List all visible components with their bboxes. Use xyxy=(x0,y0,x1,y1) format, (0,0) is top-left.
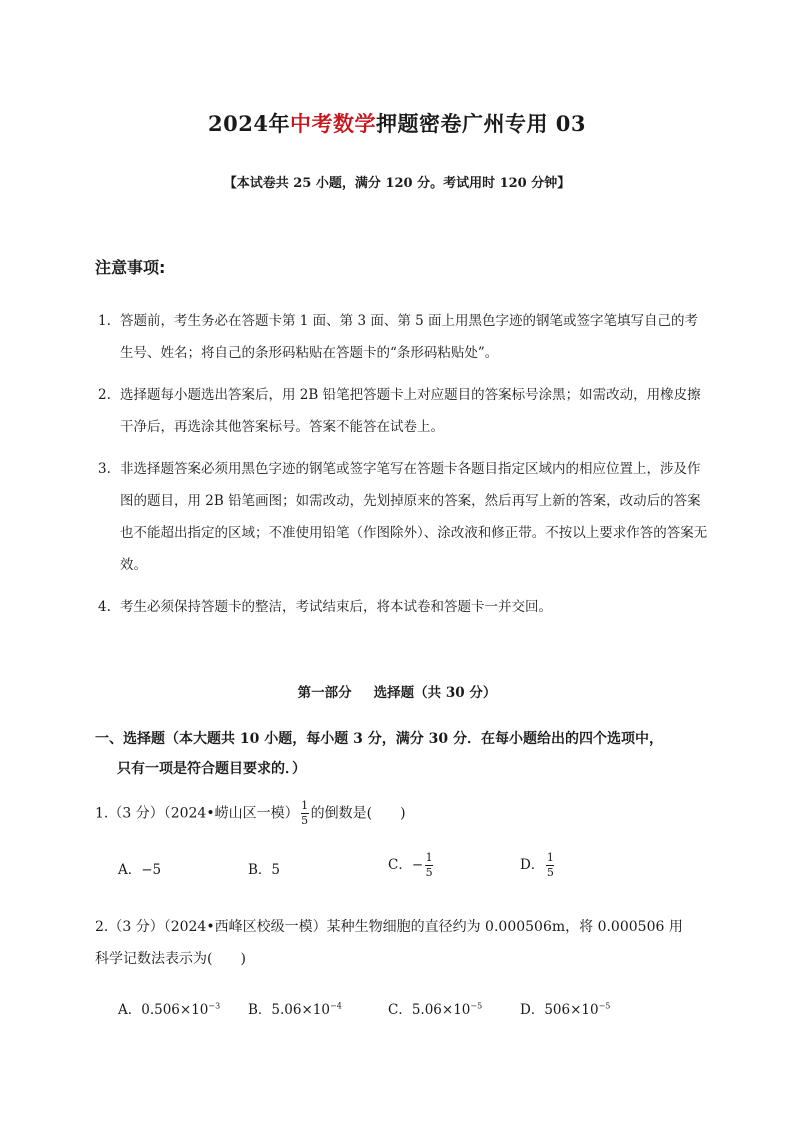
question-group-intro xyxy=(95,724,715,784)
option-c-exponent: −5 xyxy=(470,1001,483,1011)
question-1 xyxy=(95,800,406,827)
intro-line: 一、选择题（本大题共 10 小题，每小题 3 分，满分 30 分．在每小题给出的四个选项中， xyxy=(95,731,663,747)
notice-item-text: 非选择题答案必须用黑色字迹的钢笔或签字笔写在答题卡各题目指定区域内的相应位置上，涉及作图的题目，用 2B 铅笔画图；如需改动，先划掉原来的答案，然后再写上新的答案，改动后的答案也不能超出指定的区域；不准使用铅笔（作图除外）、涂改液和修正带。不按以上要求作答的答案无效。 xyxy=(120,461,708,573)
option-d[interactable] xyxy=(520,998,610,1018)
fraction xyxy=(301,800,309,827)
question-prefix: 1.（3 分）（2024•崂山区一模） xyxy=(95,805,299,822)
question-2 xyxy=(95,911,715,975)
option-d[interactable] xyxy=(520,852,556,879)
notice-item xyxy=(98,379,708,443)
notice-item xyxy=(98,453,708,581)
option-c-base: C．5.06×10 xyxy=(388,1002,471,1018)
exam-info: 【本试卷共 25 小题，满分 120 分。考试用时 120 分钟】 xyxy=(223,176,571,191)
title-rest: 押题密卷广州专用 03 xyxy=(375,111,586,136)
notice-item-text: 答题前，考生务必在答题卡第 1 面、第 3 面、第 5 面上用黑色字迹的钢笔或签字笔填写自己的考生号、姓名；将自己的条形码粘贴在答题卡的“条形码粘贴处”。 xyxy=(120,313,699,361)
option-c-label: C．− xyxy=(388,857,424,873)
notice-item-number: 1. xyxy=(98,313,111,329)
option-c[interactable] xyxy=(388,852,435,879)
fraction-numerator: 1 xyxy=(425,851,433,864)
option-a-base: A．0.506×10 xyxy=(118,1002,209,1018)
notice-item-text: 选择题每小题选出答案后，用 2B 铅笔把答题卡上对应题目的答案标号涂黑；如需改动，用橡皮擦干净后，再选涂其他答案标号。答案不能答在试卷上。 xyxy=(120,387,701,435)
fraction xyxy=(546,852,554,879)
notice-item-text: 考生必须保持答题卡的整洁，考试结束后，将本试卷和答题卡一并交回。 xyxy=(120,599,552,615)
notice-item xyxy=(98,305,708,369)
notice-heading: 注意事项: xyxy=(95,258,166,277)
question-line: 2.（3 分）（2024•西峰区校级一模）某种生物细胞的直径约为 0.000506m，将 0.000506 用 xyxy=(95,919,683,935)
option-b-base: B．5.06×10 xyxy=(248,1002,330,1018)
fraction-denominator: 5 xyxy=(546,866,554,879)
notice-item-number: 2. xyxy=(98,387,111,403)
option-b[interactable] xyxy=(248,998,342,1018)
option-d-label: D． xyxy=(520,857,545,873)
option-c[interactable] xyxy=(388,998,482,1018)
option-a-exponent: −3 xyxy=(208,1001,221,1011)
question-suffix: 的倒数是( ) xyxy=(310,805,406,822)
option-a[interactable] xyxy=(118,998,220,1018)
section-part: 第一部分 xyxy=(297,685,352,701)
intro-line: 只有一项是符合题目要求的．） xyxy=(117,761,306,777)
option-d-base: D．506×10 xyxy=(520,1002,599,1018)
page-title xyxy=(0,108,794,138)
question-line: 科学记数法表示为( ) xyxy=(95,951,246,967)
section-name: 选择题（共 30 分） xyxy=(373,685,497,701)
fraction-numerator: 1 xyxy=(301,799,309,812)
fraction xyxy=(425,852,433,879)
notice-item xyxy=(98,591,708,623)
fraction-denominator: 5 xyxy=(301,814,309,827)
title-year: 2024年 xyxy=(208,111,290,136)
option-d-exponent: −5 xyxy=(598,1001,611,1011)
section-heading xyxy=(0,681,794,701)
fraction-denominator: 5 xyxy=(425,866,433,879)
notice-item-number: 4. xyxy=(98,599,111,615)
fraction-numerator: 1 xyxy=(546,851,554,864)
option-b-exponent: −4 xyxy=(329,1001,342,1011)
notice-item-number: 3. xyxy=(98,461,111,477)
title-subject: 中考数学 xyxy=(289,111,376,136)
option-b[interactable]: B．5 xyxy=(248,862,281,878)
option-a[interactable]: A．−5 xyxy=(118,862,162,878)
